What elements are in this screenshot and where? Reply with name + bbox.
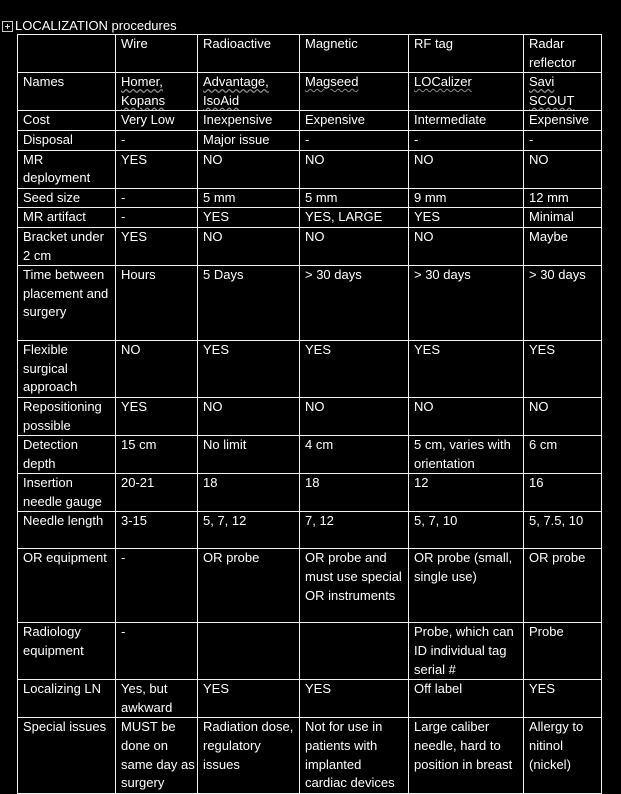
table-row-special-issues [18, 718, 602, 793]
table-cell: 18 [198, 474, 300, 512]
table-cell: Expensive [524, 111, 602, 131]
table-cell: 16 [524, 474, 602, 512]
table-cell: - [116, 549, 198, 623]
table-cell: Major issue [198, 130, 300, 150]
table-cell: 5, 7.5, 10 [524, 512, 602, 549]
row-label: MR artifact [18, 208, 116, 228]
table-cell: No limit [198, 436, 300, 474]
table-cell: NO [409, 150, 524, 188]
row-label: Disposal [18, 130, 116, 150]
table-row-time-between [18, 266, 602, 341]
table-cell: 20-21 [116, 474, 198, 512]
table-cell: Expensive [300, 111, 409, 131]
table-row-names [18, 73, 602, 111]
cell-text: Magseed [305, 74, 359, 90]
table-cell [524, 73, 602, 111]
table-cell: NO [198, 150, 300, 188]
table-cell: YES [116, 150, 198, 188]
row-label: Flexible surgical approach [18, 341, 116, 398]
table-cell: Probe [524, 623, 602, 680]
table-cell: > 30 days [409, 266, 524, 341]
table-cell: OR probe [198, 549, 300, 623]
table-row-detection-depth [18, 436, 602, 474]
table-cell: NO [198, 227, 300, 265]
table-row-needle-length [18, 512, 602, 549]
table-cell: YES [300, 341, 409, 398]
table-cell: Probe, which can ID individual tag serial # [409, 623, 524, 680]
table-row-flexible-approach [18, 341, 602, 398]
table-cell: Maybe [524, 227, 602, 265]
row-label: OR equipment [18, 549, 116, 623]
table-cell: YES [524, 680, 602, 718]
table-cell: NO [300, 227, 409, 265]
table-cell [409, 73, 524, 111]
table-cell: Minimal [524, 208, 602, 228]
table-cell: 6 cm [524, 436, 602, 474]
table-cell: OR probe (small, single use) [409, 549, 524, 623]
row-label: Insertion needle gauge [18, 474, 116, 512]
table-cell: 5 Days [198, 266, 300, 341]
row-label: Radiology equipment [18, 623, 116, 680]
header-cell-rf-tag: RF tag [409, 35, 524, 73]
table-cell: YES [409, 208, 524, 228]
row-label: Localizing LN [18, 680, 116, 718]
table-cell: MUST be done on same day as surgery [116, 718, 198, 793]
table-row-mr-deployment [18, 150, 602, 188]
table-cell: 4 cm [300, 436, 409, 474]
row-label: Detection depth [18, 436, 116, 474]
row-label: Names [18, 73, 116, 111]
table-cell: YES [524, 341, 602, 398]
table-cell: Yes, but awkward [116, 680, 198, 718]
row-label: Special issues [18, 718, 116, 793]
table-cell: 5, 7, 12 [198, 512, 300, 549]
table-cell: YES, LARGE [300, 208, 409, 228]
table-row-or-equipment [18, 549, 602, 623]
table-cell [300, 73, 409, 111]
table-row-localizing-ln [18, 680, 602, 718]
table-row-mr-artifact [18, 208, 602, 228]
row-label: Repositioning possible [18, 397, 116, 435]
table-cell: NO [409, 227, 524, 265]
table-cell: YES [198, 341, 300, 398]
cell-text: Homer, Kopans [121, 74, 166, 108]
document-title: LOCALIZATION procedures [15, 18, 177, 33]
cell-text: Advantage, IsoAid [203, 74, 269, 108]
row-label: Time between placement and surgery [18, 266, 116, 341]
header-cell-empty [18, 35, 116, 73]
table-cell [198, 623, 300, 680]
table-cell: NO [300, 397, 409, 435]
table-cell: NO [409, 397, 524, 435]
row-label: Bracket under 2 cm [18, 227, 116, 265]
table-cell: YES [198, 680, 300, 718]
table-cell: > 30 days [524, 266, 602, 341]
table-row-seed-size [18, 188, 602, 208]
table-cell: Not for use in patients with implanted cardiac devices [300, 718, 409, 793]
table-cell: Radiation dose, regulatory issues [198, 718, 300, 793]
table-cell: YES [116, 227, 198, 265]
expand-icon[interactable] [2, 21, 13, 32]
table-cell: 12 [409, 474, 524, 512]
table-cell: Off label [409, 680, 524, 718]
table-row-cost [18, 111, 602, 131]
table-cell: Inexpensive [198, 111, 300, 131]
table-row-needle-gauge [18, 474, 602, 512]
cell-text: LOCalizer [414, 74, 472, 90]
table-cell: - [116, 130, 198, 150]
table-cell: 5, 7, 10 [409, 512, 524, 549]
table-cell: > 30 days [300, 266, 409, 341]
table-cell: Intermediate [409, 111, 524, 131]
table-cell: - [116, 208, 198, 228]
table-row-radiology-equipment [18, 623, 602, 680]
table-cell: 9 mm [409, 188, 524, 208]
table-cell [198, 73, 300, 111]
table-cell: NO [524, 397, 602, 435]
table-row-disposal [18, 130, 602, 150]
table-row-repositioning [18, 397, 602, 435]
localization-table [17, 34, 602, 794]
table-cell: NO [198, 397, 300, 435]
table-cell: Large caliber needle, hard to position in breast [409, 718, 524, 793]
row-label: Needle length [18, 512, 116, 549]
table-cell: - [524, 130, 602, 150]
table-cell: 5 cm, varies with orientation [409, 436, 524, 474]
table-cell: NO [116, 341, 198, 398]
table-cell: YES [300, 680, 409, 718]
table-cell: NO [524, 150, 602, 188]
table-cell [300, 623, 409, 680]
table-cell: - [300, 130, 409, 150]
table-cell: Allergy to nitinol (nickel) [524, 718, 602, 793]
row-label: Seed size [18, 188, 116, 208]
table-cell: - [116, 623, 198, 680]
table-cell: 3-15 [116, 512, 198, 549]
table-cell: 5 mm [198, 188, 300, 208]
header-cell-radioactive: Radioactive [198, 35, 300, 73]
table-cell: Very Low [116, 111, 198, 131]
table-row-bracket [18, 227, 602, 265]
header-cell-wire: Wire [116, 35, 198, 73]
header-row [18, 35, 602, 73]
cell-text: Savi SCOUT [529, 74, 575, 108]
table-cell: 18 [300, 474, 409, 512]
document-title-bar [2, 17, 177, 34]
table-cell: 15 cm [116, 436, 198, 474]
table-cell: - [116, 188, 198, 208]
table-cell: OR probe [524, 549, 602, 623]
table-cell: 12 mm [524, 188, 602, 208]
table-cell: YES [409, 341, 524, 398]
row-label: Cost [18, 111, 116, 131]
table-cell: NO [300, 150, 409, 188]
header-cell-radar-reflector: Radar reflector [524, 35, 602, 73]
table-cell: 5 mm [300, 188, 409, 208]
table-cell: YES [116, 397, 198, 435]
table-cell [116, 73, 198, 111]
table-cell: 7, 12 [300, 512, 409, 549]
table-cell: YES [198, 208, 300, 228]
row-label: MR deployment [18, 150, 116, 188]
table-cell: - [409, 130, 524, 150]
table-cell: OR probe and must use special OR instruments [300, 549, 409, 623]
header-cell-magnetic: Magnetic [300, 35, 409, 73]
table-cell: Hours [116, 266, 198, 341]
